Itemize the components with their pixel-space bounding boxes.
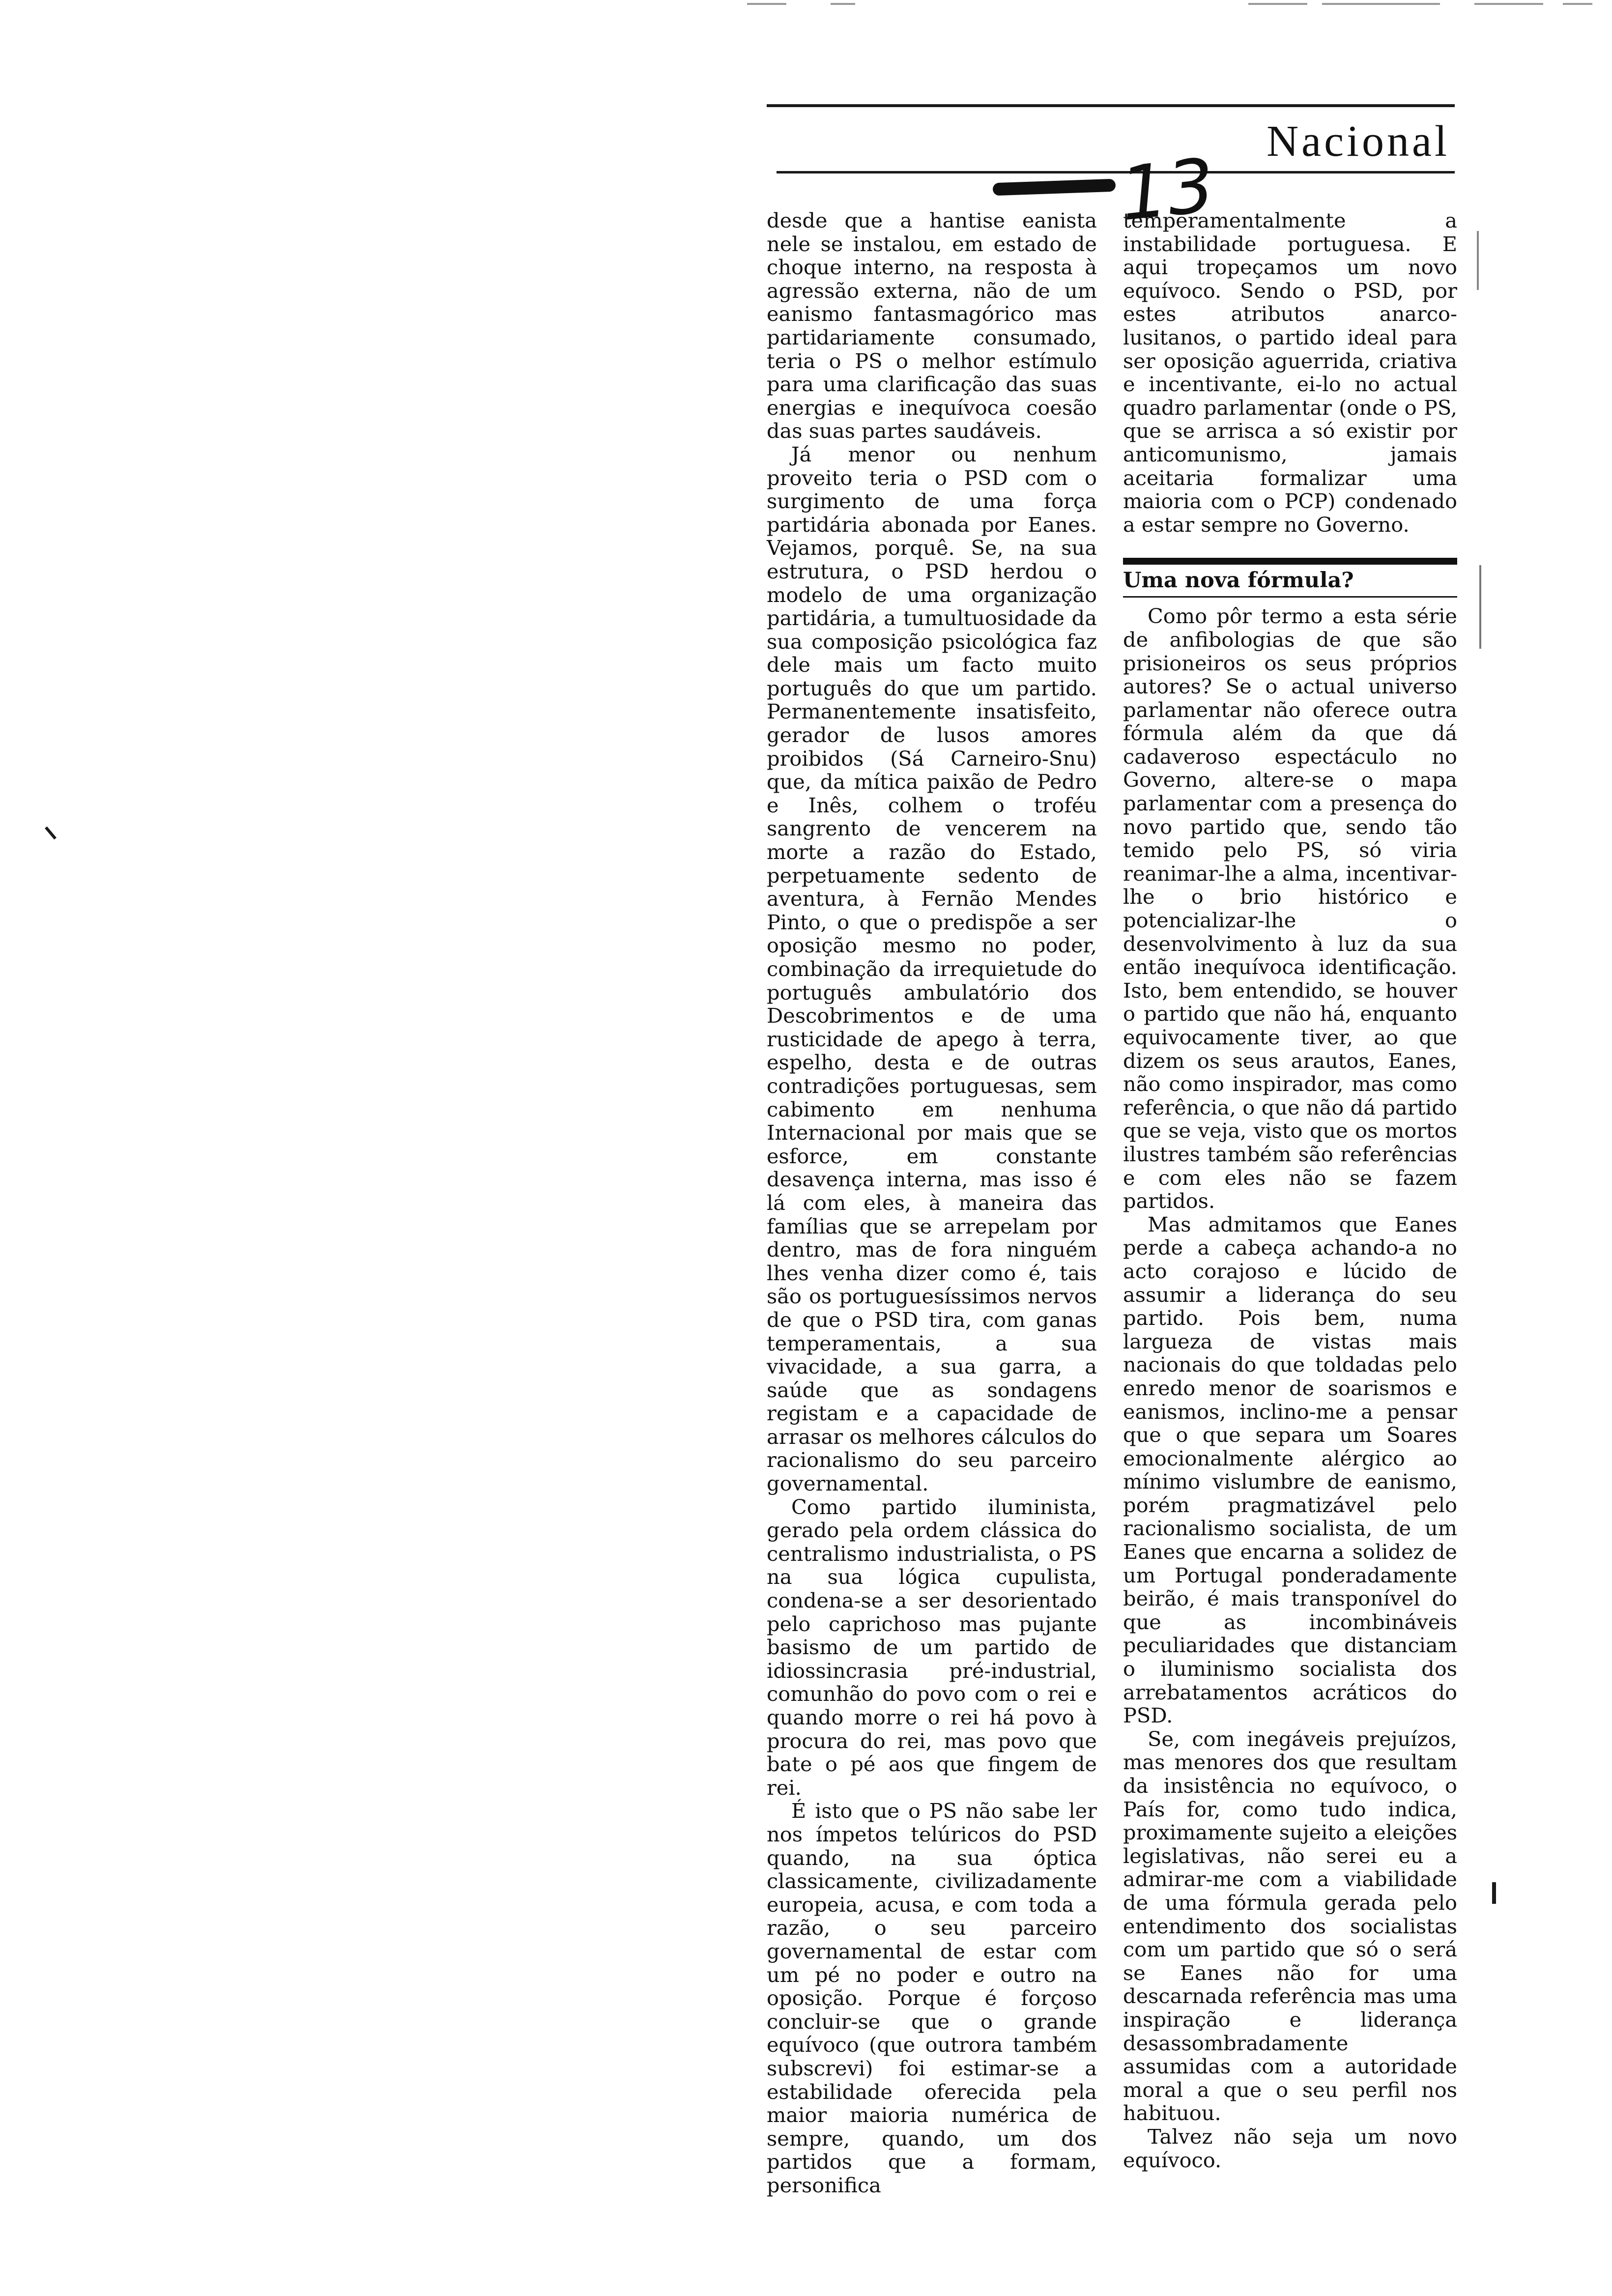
paragraph: temperamentalmente a instabilidade portuguesa. E aqui tropeçamos um novo equívoco. Sendo o PSD, por estes atributos anarco-lusitanos, o partido ideal para ser oposição aguerrida, criativa e incentivante, ei-lo no actual quadro parlamentar (onde o PS, que se arrisca a só existir por anticomunismo, jamais aceitaria formalizar uma maioria com o PCP) condenado a estar sempre no Governo.	[1123, 208, 1457, 537]
scan-artifact	[45, 827, 57, 840]
paragraph: Mas admitamos que Eanes perde a cabeça achando-a no acto corajoso e lúcido de assumir a liderança do seu partido. Pois bem, numa largueza de vistas mais nacionais do que toldadas pelo enredo menor de soarismos e eanismos, inclino-me a pensar que o que separa um Soares emocionalmente alérgico ao mínimo vislumbre de eanismo, porém pragmatizável pelo racionalismo socialista, de um Eanes que encarna a solidez de um Portugal ponderadamente beirão, é mais transponível do que as incombináveis peculiaridades que distanciam o iluminismo socialista dos arrebatamentos acráticos do PSD.	[1123, 1212, 1457, 1728]
handwritten-page-number: 13	[1116, 143, 1219, 238]
header-bottom-rule	[777, 171, 1455, 173]
scan-artifact	[1248, 3, 1307, 5]
scan-artifact	[1474, 3, 1543, 5]
article-column-left	[767, 209, 1097, 2197]
paragraph: Como pôr termo a esta série de anfibologias de que são prisioneiros os seus próprios autores? Se o actual universo parlamentar não oferece outra fórmula além da que dá cadaveroso espectáculo no Governo, altere-se o mapa parlamentar com a presença do novo partido que, sendo tão temido pelo PS, só viria reanimar-lhe a alma, incentivar-lhe o brio histórico e potencializar-lhe o desenvolvimento à luz da sua então inequívoca identificação. Isto, bem entendido, se houver o partido que não há, enquanto equivocamente tiver, ao que dizem os seus arautos, Eanes, não como inspirador, mas como referência, o que não dá partido que se veja, visto que os mortos ilustres também são referências e com eles não se fazem partidos.	[1123, 604, 1457, 1213]
handwritten-dash	[993, 179, 1116, 196]
article-column-right	[1123, 209, 1457, 2172]
paragraph: Se, com inegáveis prejuízos, mas menores dos que resultam da insistência no equívoco, o País for, como tudo indica, proximamente sujeito a eleições legislativas, não serei eu a admirar-me com a viabilidade de uma fórmula gerada pelo entendimento dos socialistas com um partido que só o será se Eanes não for uma descarnada referência mas uma inspiração e liderança desassombradamente assumidas com a autoridade moral a que o seu perfil nos habituou.	[1123, 1726, 1457, 2125]
scan-artifact	[1477, 231, 1479, 290]
scan-artifact	[747, 3, 786, 5]
subhead-rule	[1123, 558, 1457, 565]
paragraph: É isto que o PS não sabe ler nos ímpetos telúricos do PSD quando, na sua óptica classicamente, civilizadamente europeia, acusa, e com toda a razão, o seu parceiro governamental de estar com um pé no poder e outro na oposição. Porque é forçoso concluir-se que o grande equívoco (que outrora também subscrevi) foi estimar-se a estabilidade oferecida pela maior maioria numérica de sempre, quando, um dos partidos que a formam, personifica	[767, 1799, 1097, 2197]
section-title: Nacional	[1267, 117, 1450, 166]
scan-artifact	[1322, 3, 1440, 5]
scan-artifact	[831, 3, 855, 5]
paragraph: Já menor ou nenhum proveito teria o PSD com o surgimento de uma força partidária abonada por Eanes. Vejamos, porquê. Se, na sua estrutura, o PSD herdou o modelo de uma organização partidária, a tumultuosidade da sua composição psicológica faz dele mais um facto muito português do que um partido. Permanentemente insatisfeito, gerador de lusos amores proibidos (Sá Carneiro-Snu) que, da mítica paixão de Pedro e Inês, colhem o troféu sangrento de vencerem na morte a razão do Estado, perpetuamente sedento de aventura, à Fernão Mendes Pinto, o que o predispõe a ser oposição mesmo no poder, combinação da irrequietude do português ambulatório dos Descobrimentos e de uma rusticidade de apego à terra, espelho, desta e de outras contradições portuguesas, sem cabimento em nenhuma Internacional por mais que se esforce, em constante desavença interna, mas isso é lá com eles, à maneira das famílias que se arrepelam por dentro, mas de fora ninguém lhes venha dizer como é, tais são os portuguesíssimos nervos de que o PSD tira, com ganas temperamentais, a sua vivacidade, a sua garra, a saúde que as sondagens registam e a capacidade de arrasar os melhores cálculos do racionalismo do seu parceiro governamental.	[767, 442, 1097, 1496]
scan-artifact	[1479, 565, 1481, 649]
scan-artifact	[1492, 1882, 1496, 1904]
paragraph: Como partido iluminista, gerado pela ordem clássica do centralismo industrialista, o PS na sua lógica cupulista, condena-se a ser desorientado pelo caprichoso mas pujante basismo de um partido de idiossincrasia pré-industrial, comunhão do povo com o rei e quando morre o rei há povo à procura do rei, mas povo que bate o pé aos que fingem de rei.	[767, 1494, 1097, 1800]
subheading: Uma nova fórmula?	[1123, 567, 1457, 598]
paragraph: desde que a hantise eanista nele se instalou, em estado de choque interno, na resposta à agressão externa, não de um eanismo fantasmagórico mas partidariamente consumado, teria o PS o melhor estímulo para uma clarificação das suas energias e inequívoca coesão das suas partes saudáveis.	[767, 208, 1097, 443]
scan-artifact	[1563, 3, 1592, 5]
paragraph: Talvez não seja um novo equívoco.	[1123, 2124, 1457, 2172]
header-top-rule	[767, 104, 1455, 107]
